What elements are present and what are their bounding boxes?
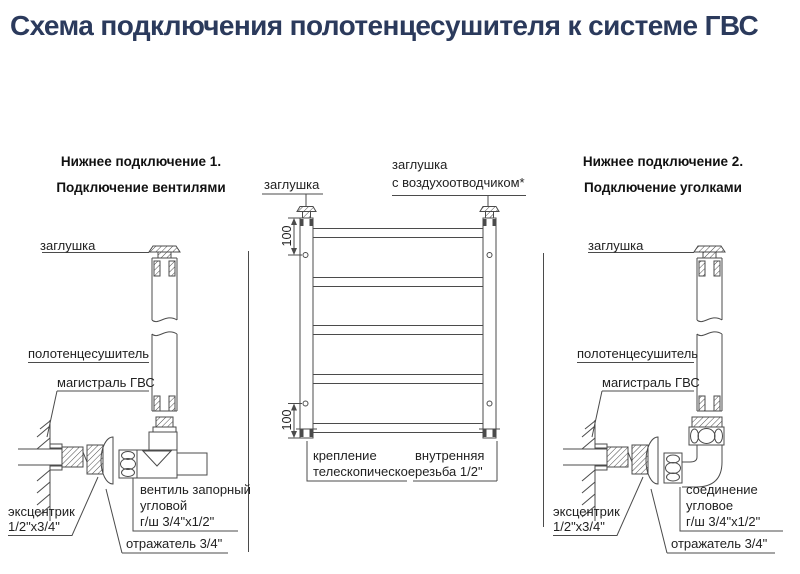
right-supply-line-label: магистраль ГВС — [602, 375, 700, 390]
thread-label-line2: резьба 1/2" — [415, 464, 483, 479]
mount-label-line2: телескопическое — [313, 464, 416, 479]
air-vent-cap-label-line1: заглушка — [392, 157, 448, 172]
center-cap-label: заглушка — [264, 177, 320, 192]
left-heading-line1: Нижнее подключение 1. — [60, 154, 222, 169]
towel-rail-drawing — [262, 194, 526, 481]
left-towel-rail-label: полотенцесушитель — [28, 346, 150, 361]
page-title: Схема подключения полотенцесушителя к системе ГВС — [10, 10, 759, 41]
left-valve-label-line3: г/ш 3/4"x1/2" — [140, 514, 215, 529]
section-divider-lines — [249, 251, 544, 552]
right-elbow-label-line1: соединение — [686, 482, 758, 497]
thread-label-line1: внутренняя — [415, 448, 485, 463]
right-heading-line1: Нижнее подключение 2. — [582, 154, 744, 169]
left-cap-label: заглушка — [40, 238, 96, 253]
left-supply-line-label: магистраль ГВС — [57, 375, 155, 390]
dimension-bottom-100: 100 — [280, 409, 294, 431]
right-eccentric-label-line1: эксцентрик — [553, 504, 620, 519]
right-elbow-label-line3: г/ш 3/4"x1/2" — [686, 514, 761, 529]
left-eccentric-label-line1: эксцентрик — [8, 504, 75, 519]
left-valve-label-line2: угловой — [140, 498, 188, 513]
left-valve-label-line1: вентиль запорный — [140, 482, 251, 497]
right-towel-rail-label: полотенцесушитель — [577, 346, 699, 361]
left-heading-line2: Подключение вентилями — [56, 180, 226, 195]
right-eccentric-label-line2: 1/2"x3/4" — [553, 519, 605, 534]
air-vent-cap-label-line2: с воздухоотводчиком* — [392, 175, 525, 190]
left-reflector-label: отражатель 3/4" — [126, 536, 223, 551]
mount-label-line1: крепление — [313, 448, 377, 463]
right-cap-label: заглушка — [588, 238, 644, 253]
right-elbow-label-line2: угловое — [686, 498, 734, 513]
left-eccentric-label-line2: 1/2"x3/4" — [8, 519, 60, 534]
dimension-top-100: 100 — [280, 225, 294, 247]
right-reflector-label: отражатель 3/4" — [671, 536, 768, 551]
right-heading-line2: Подключение уголками — [584, 180, 742, 195]
